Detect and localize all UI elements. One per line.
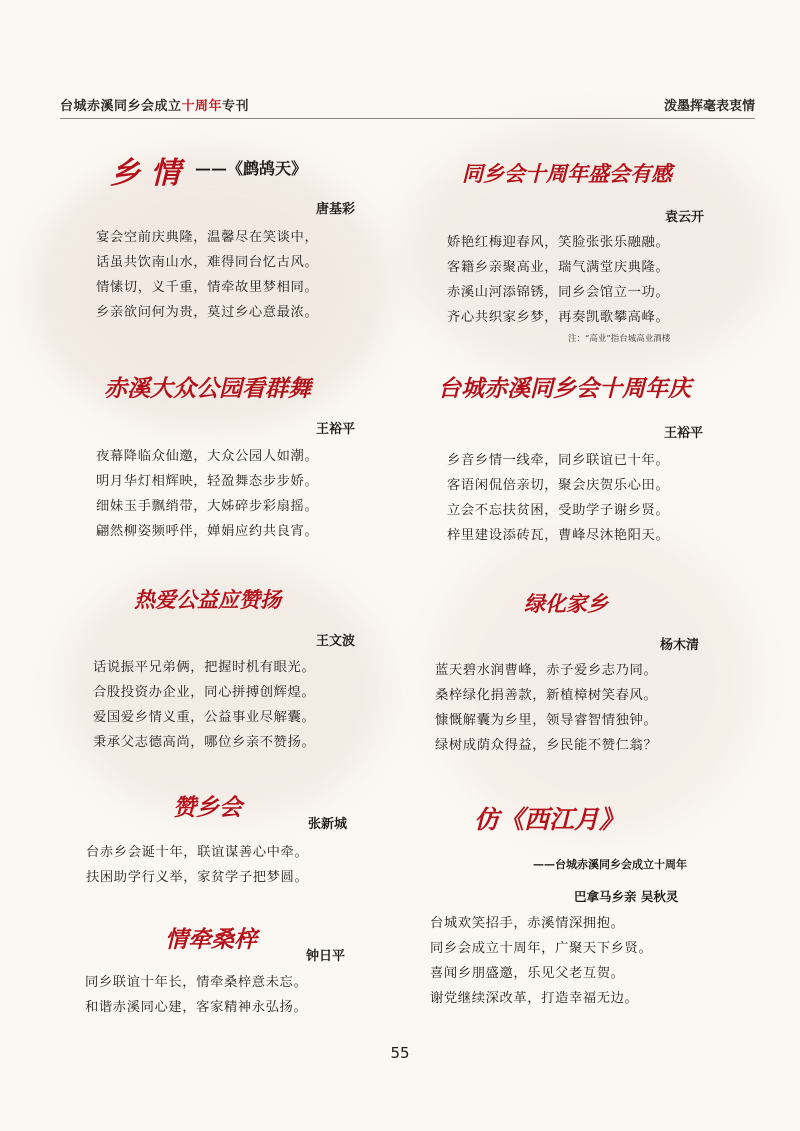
poem-title: 绿化家乡 xyxy=(524,591,608,616)
poem-title: 乡 情 xyxy=(110,156,181,191)
poem-line: 同乡会成立十周年，广聚天下乡贤。 xyxy=(430,941,653,956)
poem-line: 翩然柳姿频呼伴，婵娟应约共良宵。 xyxy=(96,524,319,539)
poem-lines xyxy=(96,225,318,325)
page-number: 55 xyxy=(390,1044,410,1062)
header-section-title: 泼墨挥毫表衷情 xyxy=(663,99,755,114)
poem-line: 立会不忘扶贫困，受助学子谢乡贤。 xyxy=(447,503,670,518)
poem-line: 赤溪山河添锦锈，同乡会馆立一功。 xyxy=(447,285,670,300)
poem-line: 慷慨解囊为乡里，领导睿智情独钟。 xyxy=(435,713,658,728)
poem-title: 热爱公益应赞扬 xyxy=(134,587,281,612)
poem-lines xyxy=(93,655,315,755)
poem-line: 夜幕降临众仙邀，大众公园人如潮。 xyxy=(96,449,319,464)
poem-line: 喜闻乡朋盛邀，乐见父老互贺。 xyxy=(430,966,625,981)
poem-line: 乡音乡情一线牵，同乡联谊已十年。 xyxy=(447,453,670,468)
poem-author: 张新城 xyxy=(308,817,348,832)
poem-author: 王裕平 xyxy=(664,426,704,441)
poem-line: 乡亲欲问何为贵，莫过乡心意最浓。 xyxy=(96,305,319,320)
poem-title-sub: ——《鹧鸪天》 xyxy=(195,159,308,178)
poem-title: 赞乡会 xyxy=(173,794,242,821)
poem-line: 谢党继续深改革，打造幸福无边。 xyxy=(430,991,639,1006)
poem-line: 爱国爱乡情义重，公益事业尽解囊。 xyxy=(93,710,316,725)
poem-line: 绿树成荫众得益，乡民能不赞仁翁？ xyxy=(435,738,658,753)
poem-line: 扶困助学行义举，家贫学子把梦圆。 xyxy=(86,870,309,885)
poem-line: 齐心共织家乡梦，再奏凯歌攀高峰。 xyxy=(447,310,670,325)
poem-author: 王文波 xyxy=(316,634,356,649)
poem-line: 台城欢笑招手，赤溪情深拥抱。 xyxy=(430,916,625,931)
poem-title: 台城赤溪同乡会十周年庆 xyxy=(438,375,691,402)
poem-lines xyxy=(96,444,318,544)
poem-lines xyxy=(86,840,308,890)
poem-title: 同乡会十周年盛会有感 xyxy=(462,161,672,186)
poem-line: 话说振平兄弟俩，把握时机有眼光。 xyxy=(93,660,316,675)
poem-line: 桑梓绿化捐善款，新植樟树笑春风。 xyxy=(435,688,658,703)
poem-line: 梓里建设添砖瓦，曹峰尽沐艳阳天。 xyxy=(447,528,670,543)
header-title-highlight: 十周年 xyxy=(181,99,223,114)
poem-line: 情愫切，义千重，情牵故里梦相同。 xyxy=(96,280,319,295)
poem-line: 娇艳红梅迎春风，笑脸张张乐融融。 xyxy=(447,235,670,250)
poem-title: 赤溪大众公园看群舞 xyxy=(104,375,311,402)
poem-line: 明月华灯相辉映，轻盈舞态步步娇。 xyxy=(96,474,319,489)
poem-line: 合股投资办企业，同心拼搏创辉煌。 xyxy=(93,685,316,700)
poem-line: 细妹玉手飘绡带，大姊碎步彩扇摇。 xyxy=(96,499,319,514)
poem-line: 蓝天碧水润曹峰，赤子爱乡志乃同。 xyxy=(435,663,658,678)
header-journal-title xyxy=(60,95,249,114)
poem-line: 秉承父志德高尚，哪位乡亲不赞扬。 xyxy=(93,735,316,750)
poem-note: 注：“高业”指台城高业酒楼 xyxy=(568,334,671,344)
poem-lines xyxy=(447,230,669,330)
poem-author: 王裕平 xyxy=(316,422,356,437)
page-header xyxy=(60,88,755,119)
poem-subtitle: ——台城赤溪同乡会成立十周年 xyxy=(533,858,687,871)
poem-author: 袁云开 xyxy=(665,210,705,225)
poem-lines xyxy=(85,970,307,1020)
poem-author: 巴拿马乡亲 吴秋灵 xyxy=(574,889,679,904)
poem-title: 仿《西江月》 xyxy=(474,805,625,834)
poem-author: 唐基彩 xyxy=(316,202,356,217)
header-title-post: 专刊 xyxy=(222,99,250,114)
poem-line: 同乡联谊十年长，情牵桑梓意未忘。 xyxy=(85,975,308,990)
poem-line: 话虽共饮南山水，难得同台忆古风。 xyxy=(96,255,319,270)
header-title-pre: 台城赤溪同乡会成立 xyxy=(60,99,182,114)
poem-line: 宴会空前庆典隆，温馨尽在笑谈中， xyxy=(96,230,319,245)
poem-line: 台赤乡会诞十年，联谊谋善心中牵。 xyxy=(86,845,309,860)
poem-lines xyxy=(447,448,669,548)
poem-line: 客籍乡亲聚高业，瑞气满堂庆典隆。 xyxy=(447,260,670,275)
poem-line: 客语闲侃倍亲切，聚会庆贺乐心田。 xyxy=(447,478,670,493)
poem-lines xyxy=(435,658,657,758)
poem-line: 和谐赤溪同心建，客家精神永弘扬。 xyxy=(85,1000,308,1015)
poem-lines xyxy=(430,911,652,1011)
poem-author: 钟日平 xyxy=(306,949,346,964)
poem-title: 情牵桑梓 xyxy=(165,926,257,953)
poem-author: 杨木清 xyxy=(660,638,700,653)
